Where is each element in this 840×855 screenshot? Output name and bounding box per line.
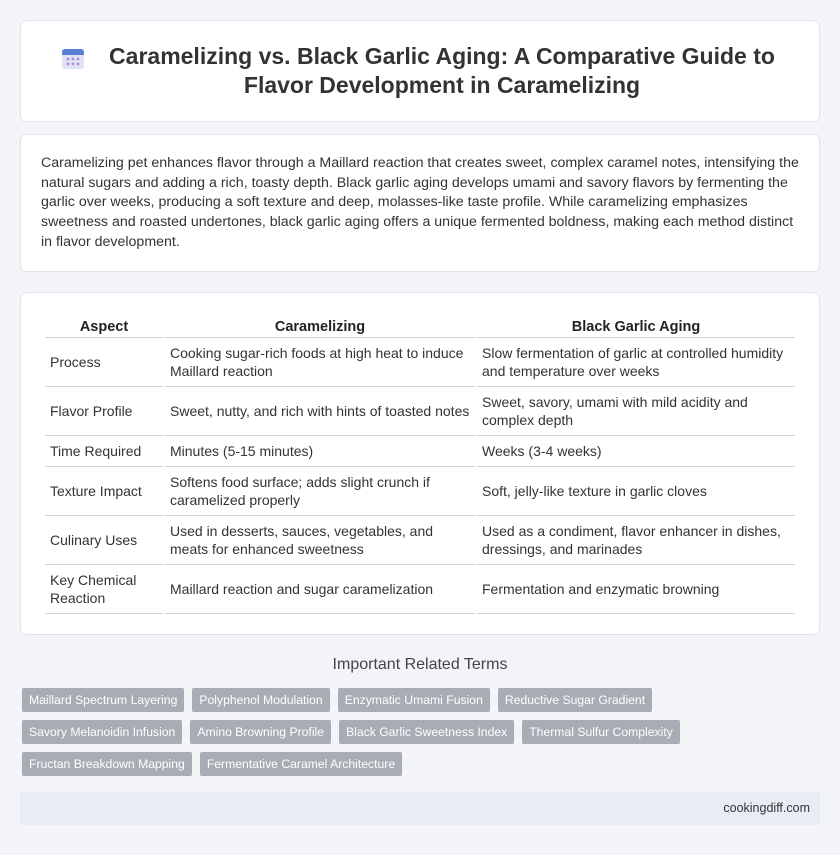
table-cell: Maillard reaction and sugar caramelization <box>165 564 475 614</box>
table-cell: Time Required <box>45 435 163 466</box>
related-term-tag[interactable]: Polyphenol Modulation <box>192 688 329 712</box>
table-cell: Culinary Uses <box>45 515 163 564</box>
table-row <box>45 564 795 614</box>
related-term-tag[interactable]: Enzymatic Umami Fusion <box>338 688 490 712</box>
column-header: Caramelizing <box>274 319 366 335</box>
intro-text: Caramelizing pet enhances flavor through a Maillard reaction that creates sweet, complex caramel notes, intensifying the natural sugars and adding a rich, toasty depth. Black garlic aging develops umami and savory flavors by fermenting the garlic over weeks, producing a soft texture and deep, molasses-like taste profile. While caramelizing emphasizes sweetness and roasted undertones, black garlic aging offers a unique fermented boldness, making each method distinct in flavor development. <box>41 155 799 250</box>
related-term-tag[interactable]: Maillard Spectrum Layering <box>22 688 184 712</box>
column-header: Aspect <box>79 319 129 335</box>
page-title: Caramelizing vs. Black Garlic Aging: A Comparative Guide to Flavor Development in Caramelizing <box>109 43 775 98</box>
table-cell: Used as a condiment, flavor enhancer in dishes, dressings, and marinades <box>477 515 795 564</box>
table-cell: Flavor Profile <box>45 386 163 435</box>
table-cell: Cooking sugar-rich foods at high heat to induce Maillard reaction <box>165 337 475 386</box>
calendar-icon <box>61 46 85 70</box>
related-term-tag[interactable]: Thermal Sulfur Complexity <box>522 720 680 744</box>
column-header: Black Garlic Aging <box>571 319 701 335</box>
related-term-tag[interactable]: Black Garlic Sweetness Index <box>339 720 514 744</box>
table-cell: Process <box>45 337 163 386</box>
table-cell: Minutes (5-15 minutes) <box>165 435 475 466</box>
footer-site-link[interactable]: cookingdiff.com <box>723 801 810 815</box>
table-cell: Weeks (3-4 weeks) <box>477 435 795 466</box>
comparison-table <box>43 313 797 614</box>
table-cell: Fermentation and enzymatic browning <box>477 564 795 614</box>
related-term-tag[interactable]: Reductive Sugar Gradient <box>498 688 652 712</box>
table-cell: Used in desserts, sauces, vegetables, and meats for enhanced sweetness <box>165 515 475 564</box>
related-term-tag[interactable]: Fermentative Caramel Architecture <box>200 752 402 776</box>
footer <box>20 792 820 825</box>
intro-card <box>20 134 820 272</box>
table-cell: Key Chemical Reaction <box>45 564 163 614</box>
table-cell: Sweet, nutty, and rich with hints of toasted notes <box>165 386 475 435</box>
table-row <box>45 386 795 435</box>
table-cell: Sweet, savory, umami with mild acidity and complex depth <box>477 386 795 435</box>
table-cell: Soft, jelly-like texture in garlic cloves <box>477 466 795 515</box>
related-term-tag[interactable]: Amino Browning Profile <box>190 720 331 744</box>
table-row <box>45 466 795 515</box>
table-row <box>45 337 795 386</box>
table-cell: Texture Impact <box>45 466 163 515</box>
table-cell: Softens food surface; adds slight crunch if caramelized properly <box>165 466 475 515</box>
related-terms-title: Important Related Terms <box>332 656 508 673</box>
table-row <box>45 435 795 466</box>
related-terms-list <box>22 688 822 784</box>
comparison-card <box>20 292 820 635</box>
related-term-tag[interactable]: Fructan Breakdown Mapping <box>22 752 192 776</box>
header-card <box>20 20 820 122</box>
related-term-tag[interactable]: Savory Melanoidin Infusion <box>22 720 182 744</box>
table-header-row <box>45 313 795 337</box>
table-cell: Slow fermentation of garlic at controlled humidity and temperature over weeks <box>477 337 795 386</box>
table-row <box>45 515 795 564</box>
